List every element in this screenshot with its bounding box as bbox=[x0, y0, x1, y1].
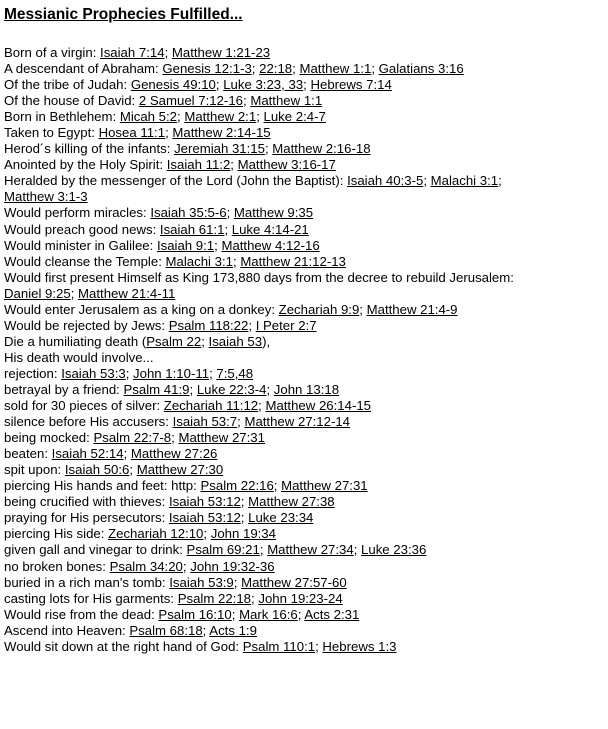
prophecy-text: Would perform miracles: bbox=[4, 205, 151, 221]
scripture-link[interactable]: Matthew 1:1 bbox=[299, 61, 372, 77]
scripture-link[interactable]: Matthew 2:14-15 bbox=[172, 125, 271, 141]
prophecy-text: silence before His accusers: bbox=[4, 414, 173, 430]
prophecy-text: being crucified with thieves: bbox=[4, 494, 169, 510]
prophecy-text: Anointed by the Holy Spirit: bbox=[4, 157, 167, 173]
scripture-link[interactable]: Genesis 12:1-3 bbox=[162, 61, 252, 77]
scripture-link[interactable]: Psalm 22:16 bbox=[200, 478, 274, 494]
prophecy-line: being crucified with thieves: Isaiah 53:12; Matthew 27:38 bbox=[4, 494, 335, 510]
prophecy-text: rejection: bbox=[4, 365, 62, 381]
prophecy-line: Would rise from the dead: Psalm 16:10; Mark 16:6; Acts 2:31 bbox=[4, 606, 360, 622]
scripture-link[interactable]: Micah 5:2 bbox=[119, 109, 178, 125]
prophecy-text: Die a humiliating death ( bbox=[4, 333, 147, 349]
scripture-link[interactable]: John 19:23-24 bbox=[258, 590, 343, 606]
scripture-link[interactable]: Daniel 9:25 bbox=[4, 285, 71, 301]
scripture-link[interactable]: Hosea 11:1 bbox=[98, 125, 166, 141]
scripture-link[interactable]: John 1:10-11 bbox=[133, 365, 210, 381]
prophecy-text: Would preach good news: bbox=[4, 221, 160, 237]
prophecy-text: Would sit down at the right hand of God: bbox=[4, 638, 243, 654]
scripture-link[interactable]: Acts 2:31 bbox=[304, 606, 360, 622]
prophecy-line: Of the tribe of Judah: Genesis 49:10; Luke 3:23, 33; Hebrews 7:14 bbox=[4, 77, 392, 93]
prophecy-text: praying for His persecutors: bbox=[4, 510, 169, 526]
scripture-link[interactable]: Zechariah 11:12 bbox=[163, 398, 259, 414]
scripture-link[interactable]: Isaiah 61:1 bbox=[159, 221, 225, 237]
prophecy-text: Would minister in Galilee: bbox=[4, 237, 157, 253]
prophecy-text: no broken bones: bbox=[4, 558, 110, 574]
prophecy-text: Would enter Jerusalem as a king on a donkey: bbox=[4, 301, 279, 317]
scripture-link[interactable]: Matthew 2:1 bbox=[184, 109, 257, 125]
prophecy-text: beaten: bbox=[4, 446, 52, 462]
prophecy-line: Of the house of David: 2 Samuel 7:12-16; Matthew 1:1 bbox=[4, 93, 323, 109]
scripture-link[interactable]: Matthew 27:31 bbox=[178, 430, 265, 446]
prophecy-text: casting lots for His garments: bbox=[4, 590, 178, 606]
scripture-link[interactable]: Luke 23:36 bbox=[361, 542, 427, 558]
scripture-link[interactable]: Isaiah 50:6 bbox=[64, 462, 130, 478]
prophecy-list bbox=[4, 45, 608, 655]
scripture-link[interactable]: Matthew 26:14-15 bbox=[265, 398, 372, 414]
prophecy-line: given gall and vinegar to drink: Psalm 69:21; Matthew 27:34; Luke 23:36 bbox=[4, 542, 427, 558]
prophecy-text: Of the house of David: bbox=[4, 93, 139, 109]
scripture-link[interactable]: Matthew 27:34 bbox=[267, 542, 354, 558]
prophecy-line: Born of a virgin: Isaiah 7:14; Matthew 1:21-23 bbox=[4, 45, 271, 60]
prophecy-text: Taken to Egypt: bbox=[4, 125, 99, 141]
scripture-link[interactable]: Matthew 27:26 bbox=[130, 446, 218, 462]
prophecy-text: piercing His hands and feet: http: bbox=[4, 478, 201, 494]
scripture-link[interactable]: Matthew 27:31 bbox=[281, 478, 368, 494]
scripture-link[interactable]: Luke 3:23, 33 bbox=[223, 77, 304, 93]
prophecy-line: A descendant of Abraham: Genesis 12:1-3; 22:18; Matthew 1:1; Galatians 3:16 bbox=[4, 61, 464, 77]
scripture-link[interactable]: 2 Samuel 7:12-16 bbox=[138, 93, 243, 109]
scripture-link[interactable]: Matthew 21:4-9 bbox=[366, 301, 458, 317]
prophecy-text: piercing His side: bbox=[4, 526, 109, 542]
scripture-link[interactable]: Matthew 1:21-23 bbox=[171, 45, 271, 60]
scripture-link[interactable]: John 13:18 bbox=[273, 381, 340, 397]
prophecy-line: Die a humiliating death (Psalm 22; Isaiah 53), bbox=[4, 333, 271, 349]
prophecy-line: Taken to Egypt: Hosea 11:1; Matthew 2:14-15 bbox=[4, 125, 271, 141]
prophecy-text: Herod´s killing of the infants: bbox=[4, 141, 175, 157]
scripture-link[interactable]: Psalm 110:1 bbox=[242, 638, 316, 654]
prophecy-line: Would be rejected by Jews: Psalm 118:22; I Peter 2:7 bbox=[4, 317, 317, 333]
scripture-link[interactable]: Hebrews 1:3 bbox=[322, 638, 397, 654]
scripture-link[interactable]: Psalm 22:7-8 bbox=[93, 430, 172, 446]
scripture-link[interactable]: Isaiah 52:14 bbox=[51, 446, 124, 462]
prophecy-text: Would first present Himself as King 173,880 days from the decree to rebuild Jerusalem: bbox=[4, 269, 514, 285]
prophecy-line: Anointed by the Holy Spirit: Isaiah 11:2; Matthew 3:16-17 bbox=[4, 157, 336, 173]
scripture-link[interactable]: John 19:32-36 bbox=[190, 558, 275, 574]
scripture-link[interactable]: 7:5,48 bbox=[216, 365, 254, 381]
prophecy-line: Would minister in Galilee: Isaiah 9:1; Matthew 4:12-16 bbox=[4, 237, 320, 253]
prophecy-line: Would enter Jerusalem as a king on a donkey: Zechariah 9:9; Matthew 21:4-9 bbox=[4, 301, 458, 317]
prophecy-text: betrayal by a friend: bbox=[4, 381, 124, 397]
prophecy-line: Would perform miracles: Isaiah 35:5-6; Matthew 9:35 bbox=[4, 205, 314, 221]
scripture-link[interactable]: Matthew 1:1 bbox=[250, 93, 323, 109]
prophecy-line bbox=[4, 189, 608, 205]
prophecy-line: piercing His side: Zechariah 12:10; John 19:34 bbox=[4, 526, 276, 542]
prophecy-text: His death would involve... bbox=[4, 349, 154, 365]
scripture-link[interactable]: Luke 2:4-7 bbox=[263, 109, 326, 125]
prophecy-text: sold for 30 pieces of silver: bbox=[4, 398, 164, 414]
prophecy-line: beaten: Isaiah 52:14; Matthew 27:26 bbox=[4, 446, 218, 462]
scripture-link[interactable]: 22:18 bbox=[259, 61, 293, 77]
scripture-link[interactable]: I Peter 2:7 bbox=[255, 317, 317, 333]
prophecy-line: Would cleanse the Temple: Malachi 3:1; Matthew 21:12-13 bbox=[4, 253, 346, 269]
scripture-link[interactable]: Psalm 22 bbox=[146, 333, 202, 349]
prophecy-text: A descendant of Abraham: bbox=[4, 61, 163, 77]
scripture-link[interactable]: Matthew 9:35 bbox=[233, 205, 314, 221]
scripture-link[interactable]: Matthew 27:12-14 bbox=[244, 414, 351, 430]
prophecy-line: Heralded by the messenger of the Lord (John the Baptist): Isaiah 40:3-5; Malachi 3:1; bbox=[4, 173, 502, 189]
scripture-link[interactable]: Isaiah 53:12 bbox=[168, 494, 241, 510]
scripture-link[interactable]: Psalm 68:18 bbox=[129, 622, 203, 638]
prophecy-text: spit upon: bbox=[4, 462, 65, 478]
scripture-link[interactable]: John 19:34 bbox=[210, 526, 276, 542]
prophecy-line bbox=[4, 350, 608, 366]
scripture-link[interactable]: Matthew 2:16-18 bbox=[272, 141, 371, 157]
scripture-link[interactable]: Psalm 69:21 bbox=[186, 542, 260, 558]
scripture-link[interactable]: Genesis 49:10 bbox=[130, 77, 216, 93]
scripture-link[interactable]: Hebrews 7:14 bbox=[310, 77, 392, 93]
scripture-link[interactable]: Psalm 34:20 bbox=[109, 558, 183, 574]
prophecy-line: no broken bones: Psalm 34:20; John 19:32-36 bbox=[4, 558, 275, 574]
prophecy-text: Heralded by the messenger of the Lord (John the Baptist): bbox=[4, 173, 348, 189]
scripture-link[interactable]: Acts 1:9 bbox=[209, 622, 257, 638]
scripture-link[interactable]: Matthew 3:16-17 bbox=[237, 157, 336, 173]
prophecy-line: Daniel 9:25; Matthew 21:4-11 bbox=[4, 285, 176, 301]
scripture-link[interactable]: Isaiah 35:5-6 bbox=[150, 205, 227, 221]
scripture-link[interactable]: Matthew 21:12-13 bbox=[240, 253, 346, 269]
scripture-link[interactable]: Matthew 27:57-60 bbox=[241, 574, 347, 590]
scripture-link[interactable]: Malachi 3:1 bbox=[165, 253, 233, 269]
scripture-link[interactable]: Isaiah 53:3 bbox=[61, 365, 126, 381]
scripture-link[interactable]: Matthew 27:30 bbox=[136, 462, 224, 478]
prophecy-text: Would cleanse the Temple: bbox=[4, 253, 166, 269]
page-title: Messianic Prophecies Fulfilled... bbox=[4, 6, 243, 23]
scripture-link[interactable]: Psalm 118:22 bbox=[168, 317, 249, 333]
prophecy-line: Would sit down at the right hand of God: Psalm 110:1; Hebrews 1:3 bbox=[4, 638, 397, 654]
scripture-link[interactable]: Zechariah 12:10 bbox=[108, 526, 204, 542]
prophecy-line: Born in Bethlehem: Micah 5:2; Matthew 2:1; Luke 2:4-7 bbox=[4, 109, 326, 125]
scripture-link[interactable]: Psalm 16:10 bbox=[158, 606, 232, 622]
scripture-link[interactable]: Psalm 41:9 bbox=[123, 381, 190, 397]
scripture-link[interactable]: Malachi 3:1 bbox=[430, 173, 499, 189]
scripture-link[interactable]: Isaiah 7:14 bbox=[100, 45, 165, 60]
scripture-link[interactable]: Matthew 27:38 bbox=[248, 494, 335, 510]
scripture-link[interactable]: Isaiah 11:2 bbox=[166, 157, 231, 173]
prophecy-line: buried in a rich man's tomb: Isaiah 53:9; Matthew 27:57-60 bbox=[4, 574, 347, 590]
scripture-link[interactable]: Isaiah 40:3-5 bbox=[347, 173, 424, 189]
scripture-link[interactable]: Matthew 4:12-16 bbox=[221, 237, 320, 253]
prophecy-line: Would preach good news: Isaiah 61:1; Luke 4:14-21 bbox=[4, 221, 309, 237]
prophecy-text: buried in a rich man's tomb: bbox=[4, 574, 170, 590]
prophecy-line: being mocked: Psalm 22:7-8; Matthew 27:31 bbox=[4, 430, 265, 446]
prophecy-line: sold for 30 pieces of silver: Zechariah 11:12; Matthew 26:14-15 bbox=[4, 398, 372, 414]
scripture-link[interactable]: Jeremiah 31:15 bbox=[174, 141, 265, 157]
prophecy-text: given gall and vinegar to drink: bbox=[4, 542, 187, 558]
scripture-link[interactable]: Matthew 21:4-11 bbox=[78, 285, 176, 301]
scripture-link[interactable]: Psalm 22:18 bbox=[177, 590, 252, 606]
prophecy-line: Ascend into Heaven: Psalm 68:18; Acts 1:9 bbox=[4, 622, 257, 638]
prophecy-text: Of the tribe of Judah: bbox=[4, 77, 131, 93]
scripture-link[interactable]: Luke 22:3-4 bbox=[196, 381, 267, 397]
scripture-link[interactable]: Luke 23:34 bbox=[248, 510, 314, 526]
prophecy-text: Would rise from the dead: bbox=[4, 606, 159, 622]
trailing-punctuation: ), bbox=[262, 333, 271, 349]
scripture-link[interactable]: Isaiah 53:7 bbox=[172, 414, 238, 430]
prophecy-line: piercing His hands and feet: http: Psalm 22:16; Matthew 27:31 bbox=[4, 478, 368, 494]
prophecy-line: silence before His accusers: Isaiah 53:7; Matthew 27:12-14 bbox=[4, 414, 351, 430]
trailing-punctuation: ; bbox=[498, 173, 502, 189]
scripture-link[interactable]: Isaiah 53 bbox=[208, 333, 263, 349]
prophecy-text: Would be rejected by Jews: bbox=[4, 317, 169, 333]
scripture-link[interactable]: Isaiah 53:12 bbox=[168, 510, 241, 526]
scripture-link[interactable]: Matthew 3:1-3 bbox=[4, 189, 88, 205]
prophecy-text: Born of a virgin: bbox=[4, 45, 101, 60]
prophecy-line: spit upon: Isaiah 50:6; Matthew 27:30 bbox=[4, 462, 224, 478]
prophecy-line: betrayal by a friend: Psalm 41:9; Luke 22:3-4; John 13:18 bbox=[4, 381, 340, 397]
scripture-link[interactable]: Galatians 3:16 bbox=[378, 61, 464, 77]
scripture-link[interactable]: Isaiah 53:9 bbox=[169, 574, 234, 590]
scripture-link[interactable]: Mark 16:6 bbox=[239, 606, 298, 622]
prophecy-line: rejection: Isaiah 53:3; John 1:10-11; 7:5,48 bbox=[4, 365, 254, 381]
prophecy-text: being mocked: bbox=[4, 430, 94, 446]
scripture-link[interactable]: Zechariah 9:9 bbox=[278, 301, 360, 317]
prophecy-text: Born in Bethlehem: bbox=[4, 109, 120, 125]
scripture-link[interactable]: Luke 4:14-21 bbox=[231, 221, 309, 237]
prophecy-text: Ascend into Heaven: bbox=[4, 622, 130, 638]
prophecy-line: casting lots for His garments: Psalm 22:18; John 19:23-24 bbox=[4, 590, 343, 606]
prophecy-line: praying for His persecutors: Isaiah 53:12; Luke 23:34 bbox=[4, 510, 314, 526]
prophecy-line: Herod´s killing of the infants: Jeremiah 31:15; Matthew 2:16-18 bbox=[4, 141, 371, 157]
prophecy-line bbox=[4, 270, 608, 286]
scripture-link[interactable]: Isaiah 9:1 bbox=[156, 237, 215, 253]
